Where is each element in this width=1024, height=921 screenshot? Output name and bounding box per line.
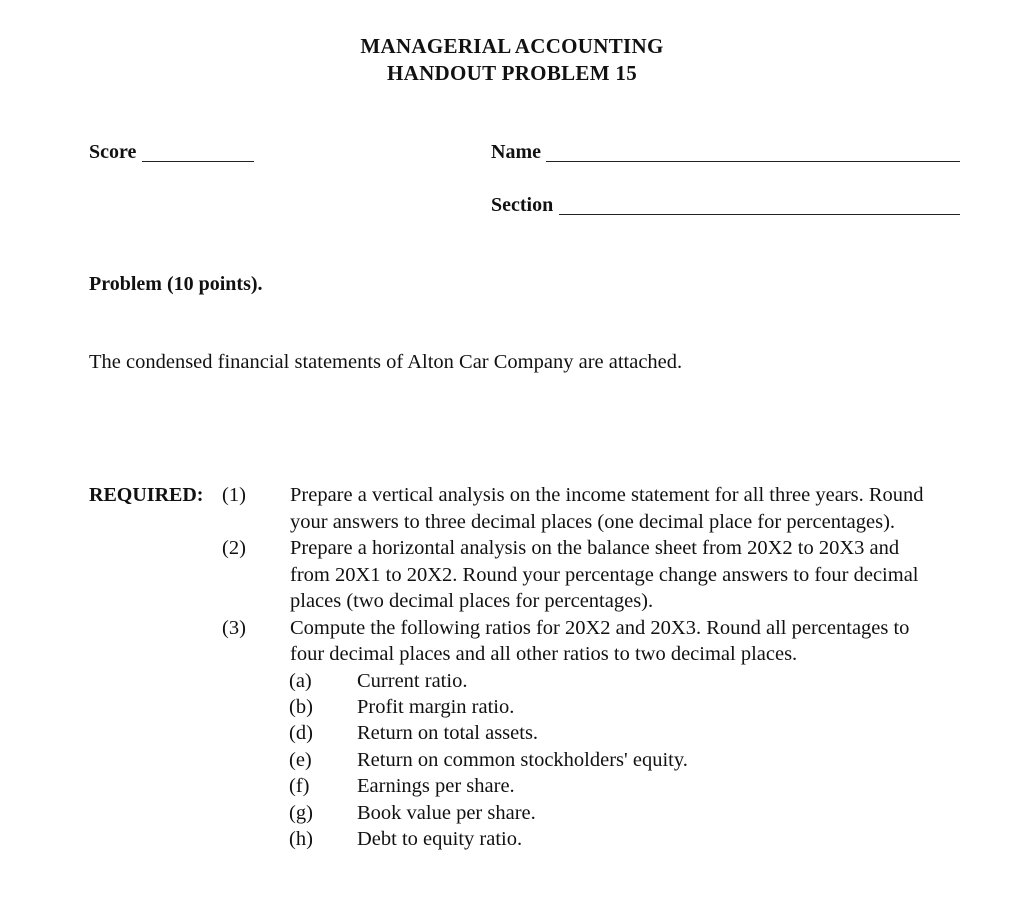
ratio-item-current-ratio: Current ratio.	[357, 670, 468, 692]
required-label: REQUIRED:	[89, 484, 204, 506]
name-label: Name	[491, 141, 541, 163]
ratio-letter: (d)	[289, 722, 313, 744]
ratio-letter: (g)	[289, 802, 313, 824]
score-label: Score	[89, 141, 137, 163]
problem-heading: Problem (10 points).	[89, 273, 263, 295]
required-item-3-line-2: four decimal places and all other ratios to two decimal places.	[290, 643, 798, 665]
name-blank-line	[546, 161, 960, 162]
required-item-number-3: (3)	[222, 617, 246, 639]
ratio-letter: (a)	[289, 670, 312, 692]
page-subtitle: HANDOUT PROBLEM 15	[386, 61, 638, 85]
page-title: MANAGERIAL ACCOUNTING	[360, 34, 664, 58]
ratio-item-profit-margin: Profit margin ratio.	[357, 696, 515, 718]
ratio-item-book-value: Book value per share.	[357, 802, 536, 824]
problem-intro: The condensed financial statements of Alton Car Company are attached.	[89, 351, 683, 373]
ratio-letter: (h)	[289, 828, 313, 850]
ratio-item-eps: Earnings per share.	[357, 775, 515, 797]
ratio-letter: (b)	[289, 696, 313, 718]
required-item-number-2: (2)	[222, 537, 246, 559]
ratio-item-return-on-equity: Return on common stockholders' equity.	[357, 749, 688, 771]
section-label: Section	[491, 194, 554, 216]
ratio-letter: (f)	[289, 775, 310, 797]
required-item-2-line-2: from 20X1 to 20X2. Round your percentage change answers to four decimal	[290, 564, 919, 586]
ratio-letter: (e)	[289, 749, 312, 771]
required-item-1-line-2: your answers to three decimal places (one decimal place for percentages).	[290, 511, 896, 533]
required-item-2-line-1: Prepare a horizontal analysis on the balance sheet from 20X2 to 20X3 and	[290, 537, 900, 559]
ratio-item-return-on-assets: Return on total assets.	[357, 722, 539, 744]
score-blank-line	[142, 161, 254, 162]
required-item-number-1: (1)	[222, 484, 246, 506]
section-blank-line	[559, 214, 960, 215]
ratio-item-debt-to-equity: Debt to equity ratio.	[357, 828, 523, 850]
required-item-2-line-3: places (two decimal places for percentages).	[290, 590, 654, 612]
required-item-3-line-1: Compute the following ratios for 20X2 and 20X3. Round all percentages to	[290, 617, 910, 639]
required-item-1-line-1: Prepare a vertical analysis on the income statement for all three years. Round	[290, 484, 924, 506]
